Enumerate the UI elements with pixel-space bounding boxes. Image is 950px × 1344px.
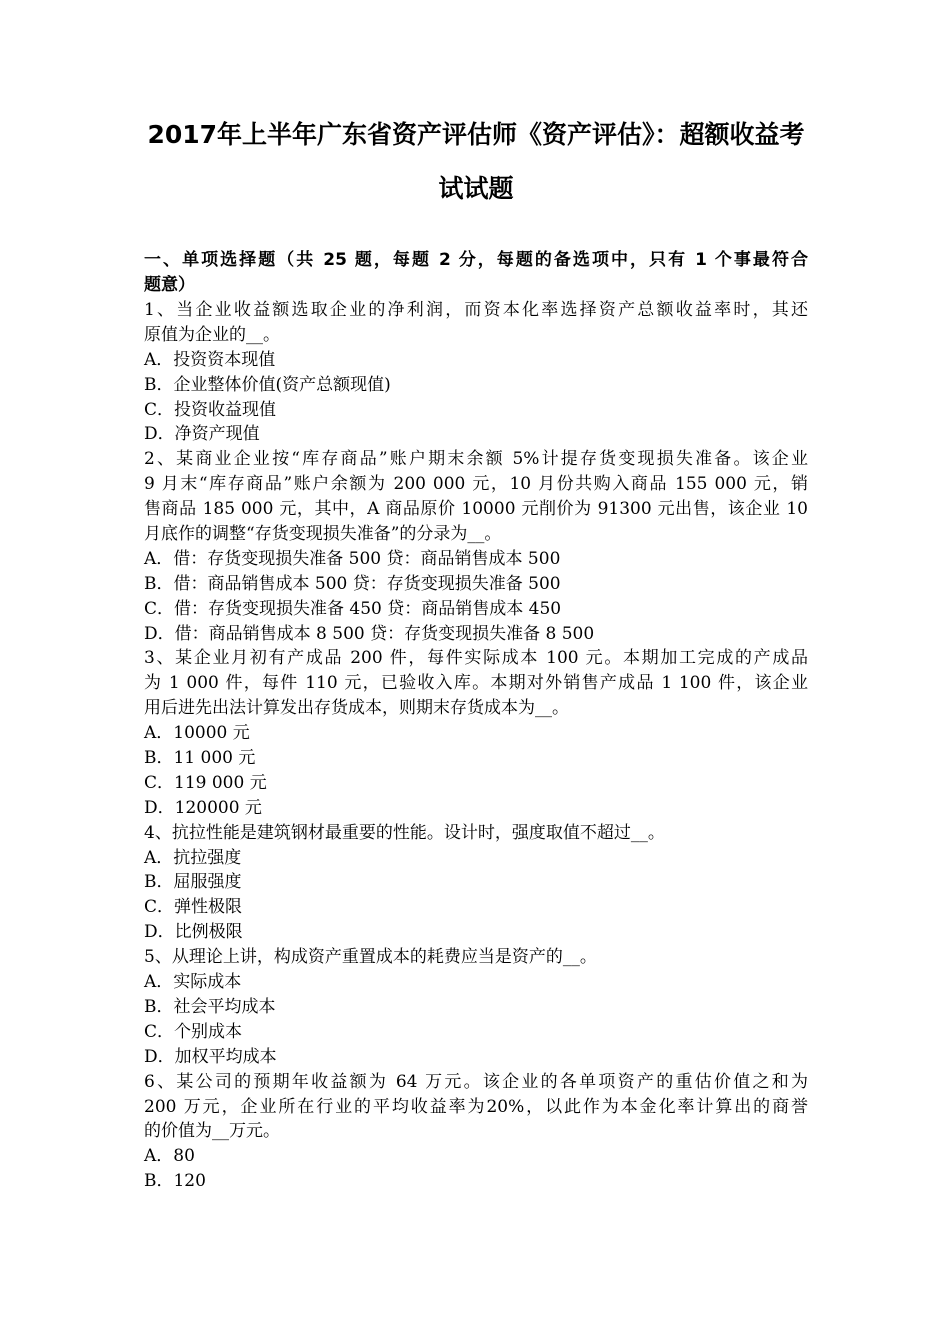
question-6-option-a: A．80 <box>144 1146 195 1167</box>
question-5-option-d: D．加权平均成本 <box>144 1046 277 1067</box>
document-title-line-1: 2017年上半年广东省资产评估师《资产评估》：超额收益考 <box>147 120 805 149</box>
question-5-option-b: B．社会平均成本 <box>144 996 276 1017</box>
question-3-stem-line-2: 为 1 000 件，每件 110 元，已验收入库。本期对外销售产成品 1 100 件，该企业 <box>144 673 808 694</box>
section-heading-line-1: 一、单项选择题（共 25 题，每题 2 分，每题的备选项中，只有 1 个事最符合 <box>144 250 808 270</box>
question-3-stem-line-1: 3、某企业月初有产成品 200 件，每件实际成本 100 元。本期加工完成的产成品 <box>144 648 808 669</box>
question-6-stem-line-3: 的价值为__万元。 <box>144 1121 280 1142</box>
question-2-option-b: B．借：商品销售成本 500 贷：存货变现损失准备 500 <box>144 573 561 594</box>
question-2-option-a: A．借：存货变现损失准备 500 贷：商品销售成本 500 <box>144 548 561 569</box>
question-4-option-a: A．抗拉强度 <box>144 847 242 868</box>
question-2-option-d: D．借：商品销售成本 8 500 贷：存货变现损失准备 8 500 <box>144 623 595 644</box>
question-6-stem-line-1: 6、某公司的预期年收益额为 64 万元。该企业的各单项资产的重估价值之和为 <box>144 1071 808 1092</box>
question-6-stem-line-2: 200 万元，企业所在行业的平均收益率为20%，以此作为本金化率计算出的商誉 <box>144 1096 808 1117</box>
question-3-option-d: D．120000 元 <box>144 797 262 818</box>
question-4-option-b: B．屈服强度 <box>144 872 242 893</box>
question-2-stem-line-4: 月底作的调整“存货变现损失准备”的分录为__。 <box>144 524 502 545</box>
question-5-option-c: C．个别成本 <box>144 1021 243 1042</box>
question-3-option-a: A．10000 元 <box>144 723 250 744</box>
question-3-option-c: C．119 000 元 <box>144 772 267 793</box>
question-1-option-b: B．企业整体价值(资产总额现值) <box>144 374 391 395</box>
question-5-option-a: A．实际成本 <box>144 972 242 993</box>
document-title-line-2: 试试题 <box>438 174 514 203</box>
section-heading-line-2: 题意） <box>144 275 195 295</box>
question-1-stem-line-1: 1、当企业收益额选取企业的净利润，而资本化率选择资产总额收益率时，其还 <box>144 300 808 320</box>
question-2-stem-line-1: 2、某商业企业按“库存商品”账户期末余额 5%计提存货变现损失准备。该企业 <box>144 449 808 470</box>
question-3-option-b: B．11 000 元 <box>144 748 256 769</box>
question-2-stem-line-2: 9 月末“库存商品”账户余额为 200 000 元，10 月份共购入商品 155 000 元，销 <box>144 474 808 495</box>
question-2-stem-line-3: 售商品 185 000 元，其中，A 商品原价 10000 元削价为 91300 元出售，该企业 10 <box>144 499 808 520</box>
question-1-option-c: C．投资收益现值 <box>144 399 277 420</box>
section-heading <box>144 248 808 298</box>
question-1-option-d: D．净资产现值 <box>144 424 260 445</box>
question-6-option-b: B．120 <box>144 1171 206 1192</box>
question-4-option-c: C．弹性极限 <box>144 897 243 918</box>
question-4-option-d: D．比例极限 <box>144 922 243 943</box>
question-2-option-c: C．借：存货变现损失准备 450 贷：商品销售成本 450 <box>144 598 562 619</box>
question-list <box>144 298 808 1194</box>
question-3-stem-line-3: 用后进先出法计算发出存货成本，则期末存货成本为__。 <box>144 698 569 719</box>
question-1-stem-line-2: 原值为企业的__。 <box>144 324 280 345</box>
question-1-option-a: A．投资资本现值 <box>144 349 276 370</box>
question-5-stem-line-1: 5、从理论上讲，构成资产重置成本的耗费应当是资产的__。 <box>144 947 597 968</box>
question-4-stem-line-1: 4、抗拉性能是建筑钢材最重要的性能。设计时，强度取值不超过__。 <box>144 822 665 843</box>
